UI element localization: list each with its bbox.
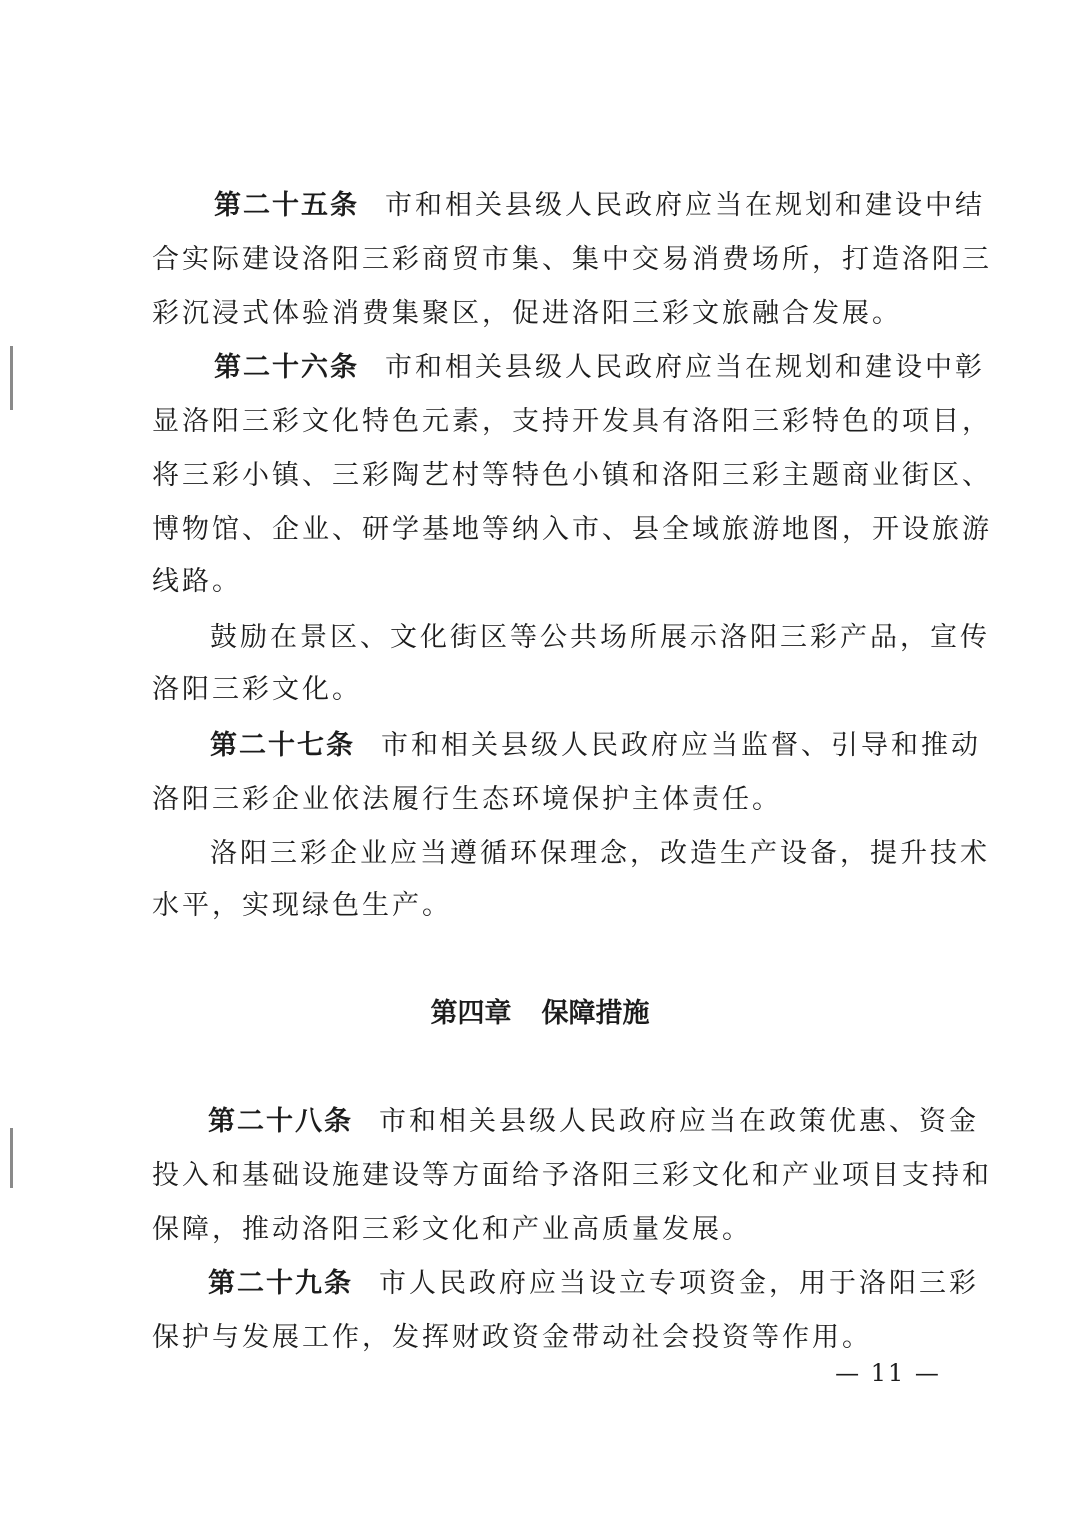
article-26-line-2: 显洛阳三彩文化特色元素，支持开发具有洛阳三彩特色的项目， bbox=[152, 406, 992, 437]
article-29-line-1 bbox=[208, 1266, 979, 1302]
article-29-line-2: 保护与发展工作，发挥财政资金带动社会投资等作用。 bbox=[152, 1322, 872, 1353]
article-25-title: 第二十五条 bbox=[214, 190, 359, 221]
article-29-text: 市人民政府应当设立专项资金，用于洛阳三彩 bbox=[379, 1268, 979, 1299]
article-26-line-3: 将三彩小镇、三彩陶艺村等特色小镇和洛阳三彩主题商业街区、 bbox=[152, 460, 992, 491]
paragraph-26b-line-1: 鼓励在景区、文化街区等公共场所展示洛阳三彩产品，宣传 bbox=[210, 622, 990, 653]
chapter-number: 第四章 bbox=[430, 998, 512, 1029]
chapter-title: 保障措施 bbox=[541, 998, 650, 1029]
article-28-line-2: 投入和基础设施建设等方面给予洛阳三彩文化和产业项目支持和 bbox=[152, 1160, 992, 1191]
article-25-text: 市和相关县级人民政府应当在规划和建设中结 bbox=[385, 190, 985, 221]
scan-mark bbox=[10, 1128, 13, 1188]
article-27-title: 第二十七条 bbox=[210, 730, 355, 761]
article-29-title: 第二十九条 bbox=[208, 1268, 353, 1299]
article-28-text: 市和相关县级人民政府应当在政策优惠、资金 bbox=[379, 1106, 979, 1137]
article-28-line-1 bbox=[208, 1104, 979, 1140]
article-25-line-3: 彩沉浸式体验消费集聚区，促进洛阳三彩文旅融合发展。 bbox=[152, 298, 902, 329]
page-number: — 11 — bbox=[835, 1359, 941, 1387]
article-25-line-1 bbox=[214, 188, 985, 224]
paragraph-26b-line-2: 洛阳三彩文化。 bbox=[152, 674, 362, 705]
article-27-line-2: 洛阳三彩企业依法履行生态环境保护主体责任。 bbox=[152, 784, 782, 815]
paragraph-27b-line-2: 水平，实现绿色生产。 bbox=[152, 890, 452, 921]
article-26-title: 第二十六条 bbox=[214, 352, 359, 383]
article-26-line-5: 线路。 bbox=[152, 566, 242, 597]
paragraph-27b-line-1: 洛阳三彩企业应当遵循环保理念，改造生产设备，提升技术 bbox=[210, 838, 990, 869]
article-26-line-1 bbox=[214, 350, 985, 386]
article-25-line-2: 合实际建设洛阳三彩商贸市集、集中交易消费场所，打造洛阳三 bbox=[152, 244, 992, 275]
article-27-text: 市和相关县级人民政府应当监督、引导和推动 bbox=[381, 730, 981, 761]
scan-mark bbox=[10, 346, 13, 410]
article-26-text: 市和相关县级人民政府应当在规划和建设中彰 bbox=[385, 352, 985, 383]
article-28-title: 第二十八条 bbox=[208, 1106, 353, 1137]
article-28-line-3: 保障，推动洛阳三彩文化和产业高质量发展。 bbox=[152, 1214, 752, 1245]
article-27-line-1 bbox=[210, 728, 981, 764]
chapter-heading bbox=[0, 996, 1080, 1032]
article-26-line-4: 博物馆、企业、研学基地等纳入市、县全域旅游地图，开设旅游 bbox=[152, 514, 992, 545]
